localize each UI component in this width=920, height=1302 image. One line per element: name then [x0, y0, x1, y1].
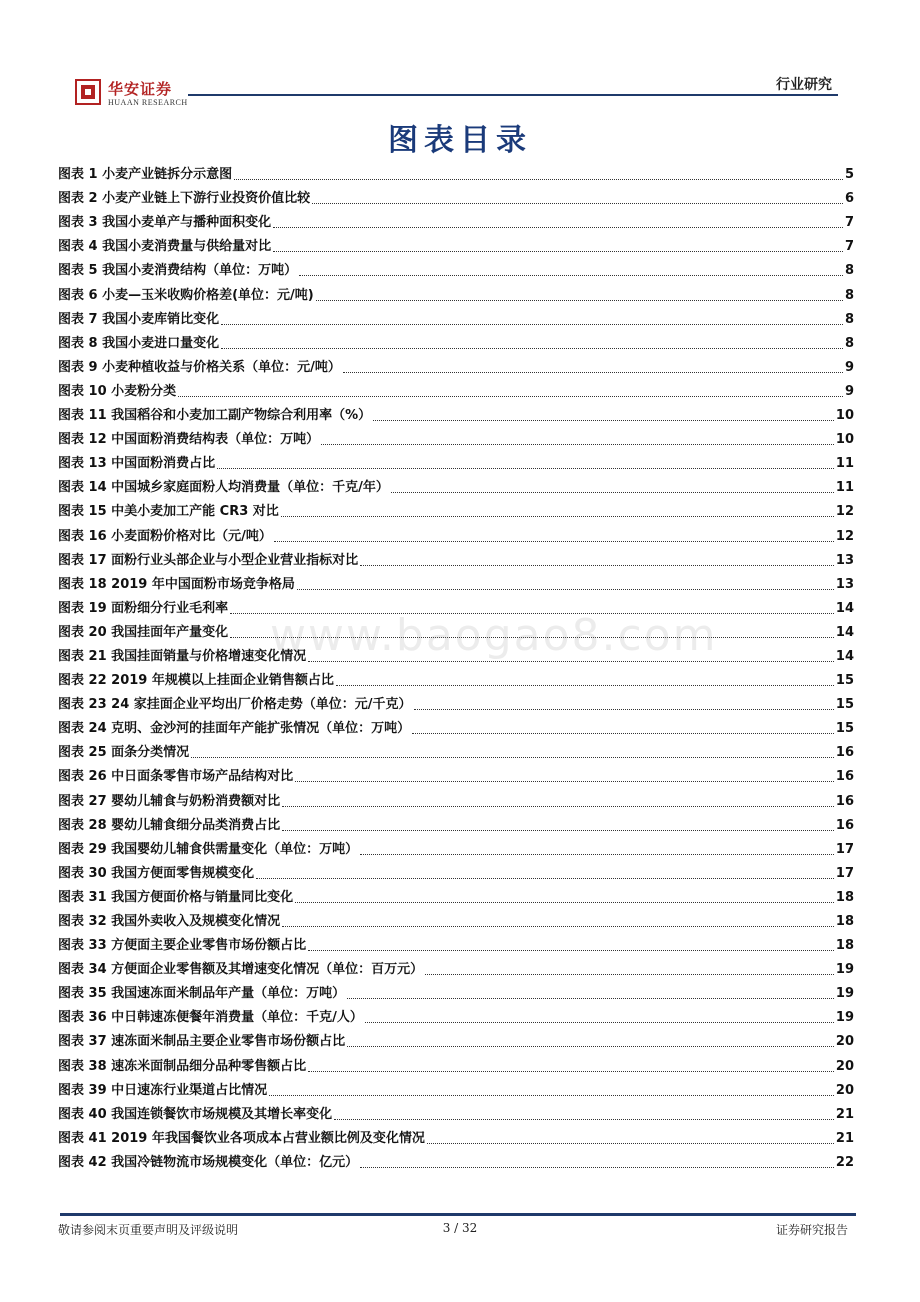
- toc-entry-page: 18: [835, 938, 854, 954]
- footer-disclaimer: 敬请参阅末页重要声明及评级说明: [58, 1223, 239, 1237]
- toc-dot-leader: [217, 468, 834, 469]
- toc-dot-leader: [230, 613, 834, 614]
- toc-entry-page: 21: [835, 1106, 854, 1122]
- toc-dot-leader: [282, 926, 834, 927]
- toc-entry-label: 图表 19 面粉细分行业毛利率: [58, 600, 229, 616]
- toc-entry-page: 8: [844, 311, 854, 327]
- toc-entry-page: 15: [835, 721, 854, 737]
- toc-dot-leader: [282, 806, 834, 807]
- toc-entry[interactable]: [58, 1101, 854, 1125]
- toc-entry[interactable]: [58, 161, 854, 185]
- toc-entry[interactable]: [58, 860, 854, 884]
- toc-entry-label: 图表 25 面条分类情况: [58, 745, 190, 761]
- toc-entry-label: 图表 29 我国婴幼儿辅食供需量变化（单位：万吨）: [58, 841, 359, 857]
- toc-entry-page: 10: [835, 432, 854, 448]
- toc-entry-label: 图表 36 中日韩速冻便餐年消费量（单位：千克/人）: [58, 1010, 363, 1026]
- toc-entry-page: 19: [835, 986, 854, 1002]
- toc-dot-leader: [230, 637, 834, 638]
- toc-entry-label: 图表 9 小麦种植收益与价格关系（单位：元/吨）: [58, 359, 341, 375]
- toc-entry-page: 8: [844, 335, 854, 351]
- toc-entry-page: 15: [835, 673, 854, 689]
- toc-entry[interactable]: [58, 354, 854, 378]
- toc-entry-page: 9: [844, 383, 854, 399]
- toc-entry[interactable]: [58, 306, 854, 330]
- toc-entry-page: 19: [835, 1010, 854, 1026]
- header-divider: [188, 94, 838, 96]
- toc-entry-page: 17: [835, 865, 854, 881]
- toc-entry-page: 7: [844, 239, 854, 255]
- page-title: 图表目录: [388, 123, 532, 158]
- toc-entry-label: 图表 8 我国小麦进口量变化: [58, 335, 220, 351]
- toc-entry-page: 16: [835, 745, 854, 761]
- toc-entry-label: 图表 41 2019 年我国餐饮业各项成本占营业额比例及变化情况: [58, 1130, 425, 1146]
- toc-entry[interactable]: [58, 980, 854, 1004]
- toc-dot-leader: [347, 998, 834, 999]
- toc-entry-label: 图表 35 我国速冻面米制品年产量（单位：万吨）: [58, 986, 346, 1002]
- toc-dot-leader: [273, 227, 843, 228]
- toc-dot-leader: [425, 974, 834, 975]
- toc-entry[interactable]: [58, 402, 854, 426]
- toc-entry[interactable]: [58, 426, 854, 450]
- toc-entry-label: 图表 12 中国面粉消费结构表（单位：万吨）: [58, 432, 320, 448]
- toc-dot-leader: [391, 492, 834, 493]
- toc-entry[interactable]: [58, 956, 854, 980]
- toc-entry[interactable]: [58, 450, 854, 474]
- toc-entry[interactable]: [58, 498, 854, 522]
- toc-entry[interactable]: [58, 281, 854, 305]
- toc-dot-leader: [427, 1143, 834, 1144]
- toc-entry[interactable]: [58, 787, 854, 811]
- toc-entry-page: 12: [835, 504, 854, 520]
- toc-entry[interactable]: [58, 257, 854, 281]
- watermark: www.baogao8.com: [270, 610, 718, 661]
- toc-entry-page: 7: [844, 215, 854, 231]
- toc-entry-page: 14: [835, 624, 854, 640]
- toc-entry-page: 11: [835, 456, 854, 472]
- toc-entry-page: 18: [835, 914, 854, 929]
- toc-dot-leader: [308, 661, 834, 662]
- toc-entry-page: 6: [844, 191, 854, 207]
- toc-entry-label: 图表 28 婴幼儿辅食细分品类消费占比: [58, 817, 281, 833]
- toc-entry-label: 图表 16 小麦面粉价格对比（元/吨）: [58, 528, 272, 544]
- toc-entry-page: 19: [835, 962, 854, 978]
- toc-entry[interactable]: [58, 330, 854, 354]
- toc-entry-page: 20: [835, 1082, 854, 1098]
- toc-dot-leader: [256, 878, 834, 879]
- toc-dot-leader: [312, 203, 843, 204]
- toc-entry-page: 11: [835, 480, 854, 496]
- footer-divider: [60, 1213, 856, 1216]
- toc-entry[interactable]: [58, 932, 854, 956]
- table-of-figures: [58, 161, 854, 1173]
- toc-entry-label: 图表 38 速冻米面制品细分品种零售额占比: [58, 1058, 307, 1074]
- toc-entry-page: 9: [844, 359, 854, 375]
- toc-entry-label: 图表 1 小麦产业链拆分示意图: [58, 167, 233, 183]
- toc-entry-label: 图表 15 中美小麦加工产能 CR3 对比: [58, 504, 279, 520]
- toc-entry[interactable]: [58, 691, 854, 715]
- brand-name-cn: 华安证券: [108, 80, 173, 98]
- toc-entry[interactable]: [58, 571, 854, 595]
- toc-entry[interactable]: [58, 1004, 854, 1028]
- brand-name-en: HUAAN RESEARCH: [108, 98, 188, 107]
- toc-entry-label: 图表 5 我国小麦消费结构（单位：万吨）: [58, 263, 298, 279]
- toc-entry-label: 图表 11 我国稻谷和小麦加工副产物综合利用率（%）: [58, 408, 372, 424]
- toc-dot-leader: [274, 541, 834, 542]
- toc-dot-leader: [295, 781, 834, 782]
- toc-dot-leader: [321, 444, 834, 445]
- toc-entry[interactable]: [58, 522, 854, 546]
- toc-entry[interactable]: [58, 715, 854, 739]
- toc-entry[interactable]: [58, 836, 854, 860]
- toc-entry[interactable]: [58, 667, 854, 691]
- toc-dot-leader: [234, 179, 843, 180]
- toc-entry-page: 17: [835, 841, 854, 857]
- toc-entry[interactable]: [58, 1028, 854, 1052]
- toc-entry-label: 图表 22 2019 年规模以上挂面企业销售额占比: [58, 673, 334, 689]
- toc-entry-page: 16: [835, 793, 854, 809]
- toc-entry[interactable]: [58, 739, 854, 763]
- toc-dot-leader: [360, 1167, 834, 1168]
- toc-entry-label: 图表 32 我国外卖收入及规模变化情况: [58, 914, 281, 929]
- toc-dot-leader: [221, 348, 843, 349]
- toc-dot-leader: [281, 516, 834, 517]
- toc-entry[interactable]: [58, 812, 854, 836]
- toc-entry-label: 图表 3 我国小麦单产与播种面积变化: [58, 215, 272, 231]
- toc-entry-label: 图表 39 中日速冻行业渠道占比情况: [58, 1082, 268, 1098]
- toc-entry-page: 15: [835, 697, 854, 713]
- toc-entry-label: 图表 21 我国挂面销量与价格增速变化情况: [58, 648, 307, 664]
- toc-entry-label: 图表 31 我国方便面价格与销量同比变化: [58, 889, 294, 905]
- toc-entry-page: 16: [835, 769, 854, 785]
- toc-entry-page: 8: [844, 263, 854, 279]
- toc-entry-page: 12: [835, 528, 854, 544]
- toc-entry-label: 图表 27 婴幼儿辅食与奶粉消费额对比: [58, 793, 281, 809]
- toc-entry[interactable]: [58, 233, 854, 257]
- toc-entry[interactable]: [58, 1149, 854, 1173]
- toc-entry-page: 8: [844, 287, 854, 303]
- toc-dot-leader: [343, 372, 843, 373]
- toc-entry[interactable]: [58, 1077, 854, 1101]
- toc-dot-leader: [299, 275, 843, 276]
- toc-entry-label: 图表 4 我国小麦消费量与供给量对比: [58, 239, 272, 255]
- toc-entry[interactable]: [58, 1125, 854, 1149]
- toc-entry-label: 图表 14 中国城乡家庭面粉人均消费量（单位：千克/年）: [58, 480, 389, 496]
- toc-entry-label: 图表 34 方便面企业零售额及其增速变化情况（单位：百万元）: [58, 962, 424, 978]
- toc-entry[interactable]: [58, 547, 854, 571]
- toc-entry-label: 图表 17 面粉行业头部企业与小型企业营业指标对比: [58, 552, 359, 568]
- toc-dot-leader: [308, 950, 834, 951]
- page-number: 3 / 32: [442, 1221, 478, 1235]
- toc-entry-page: 10: [835, 408, 854, 424]
- toc-dot-leader: [269, 1095, 834, 1096]
- toc-dot-leader: [316, 300, 843, 301]
- toc-dot-leader: [178, 396, 843, 397]
- toc-entry-label: 图表 26 中日面条零售市场产品结构对比: [58, 769, 294, 785]
- toc-entry[interactable]: [58, 1052, 854, 1076]
- toc-entry[interactable]: [58, 209, 854, 233]
- toc-entry-label: 图表 2 小麦产业链上下游行业投资价值比较: [58, 191, 311, 207]
- toc-entry-label: 图表 24 克明、金沙河的挂面年产能扩张情况（单位：万吨）: [58, 721, 411, 737]
- company-logo-icon: [75, 79, 101, 105]
- toc-entry-label: 图表 30 我国方便面零售规模变化: [58, 865, 255, 881]
- toc-entry[interactable]: [58, 474, 854, 498]
- toc-entry[interactable]: [58, 908, 854, 932]
- toc-dot-leader: [360, 565, 834, 566]
- toc-entry-label: 图表 18 2019 年中国面粉市场竞争格局: [58, 576, 295, 592]
- toc-entry-label: 图表 10 小麦粉分类: [58, 383, 177, 399]
- toc-entry-label: 图表 6 小麦—玉米收购价格差(单位：元/吨): [58, 287, 314, 303]
- toc-entry-page: 13: [835, 552, 854, 568]
- toc-entry-label: 图表 13 中国面粉消费占比: [58, 456, 216, 472]
- toc-dot-leader: [297, 589, 834, 590]
- page-header: [0, 0, 920, 110]
- toc-entry-page: 14: [835, 600, 854, 616]
- toc-dot-leader: [347, 1046, 834, 1047]
- toc-entry-page: 20: [835, 1058, 854, 1074]
- toc-entry-page: 22: [835, 1154, 854, 1170]
- toc-dot-leader: [360, 854, 834, 855]
- toc-entry-label: 图表 7 我国小麦库销比变化: [58, 311, 220, 327]
- toc-dot-leader: [334, 1119, 834, 1120]
- toc-entry-label: 图表 20 我国挂面年产量变化: [58, 624, 229, 640]
- report-category: 行业研究: [776, 77, 832, 93]
- toc-entry[interactable]: [58, 619, 854, 643]
- toc-dot-leader: [412, 733, 834, 734]
- toc-entry-label: 图表 33 方便面主要企业零售市场份额占比: [58, 938, 307, 954]
- toc-entry[interactable]: [58, 378, 854, 402]
- toc-dot-leader: [365, 1022, 834, 1023]
- toc-entry-label: 图表 42 我国冷链物流市场规模变化（单位：亿元）: [58, 1154, 359, 1170]
- footer-report-type: 证券研究报告: [775, 1223, 848, 1237]
- toc-entry-label: 图表 23 24 家挂面企业平均出厂价格走势（单位：元/千克）: [58, 697, 412, 713]
- toc-entry-label: 图表 40 我国连锁餐饮市场规模及其增长率变化: [58, 1106, 333, 1122]
- toc-entry-page: 13: [835, 576, 854, 592]
- toc-dot-leader: [308, 1071, 834, 1072]
- toc-entry[interactable]: [58, 884, 854, 908]
- toc-dot-leader: [221, 324, 843, 325]
- toc-dot-leader: [295, 902, 834, 903]
- toc-dot-leader: [191, 757, 834, 758]
- toc-dot-leader: [282, 830, 834, 831]
- toc-dot-leader: [336, 685, 834, 686]
- toc-dot-leader: [373, 420, 834, 421]
- toc-entry[interactable]: [58, 595, 854, 619]
- toc-entry-page: 16: [835, 817, 854, 833]
- toc-dot-leader: [273, 251, 843, 252]
- toc-dot-leader: [414, 709, 834, 710]
- toc-entry-page: 5: [844, 167, 854, 183]
- toc-entry-label: 图表 37 速冻面米制品主要企业零售市场份额占比: [58, 1034, 346, 1050]
- toc-entry-page: 18: [835, 889, 854, 905]
- toc-entry[interactable]: [58, 185, 854, 209]
- toc-entry-page: 20: [835, 1034, 854, 1050]
- toc-entry-page: 14: [835, 648, 854, 664]
- toc-entry[interactable]: [58, 763, 854, 787]
- toc-entry[interactable]: [58, 643, 854, 667]
- toc-entry-page: 21: [835, 1130, 854, 1146]
